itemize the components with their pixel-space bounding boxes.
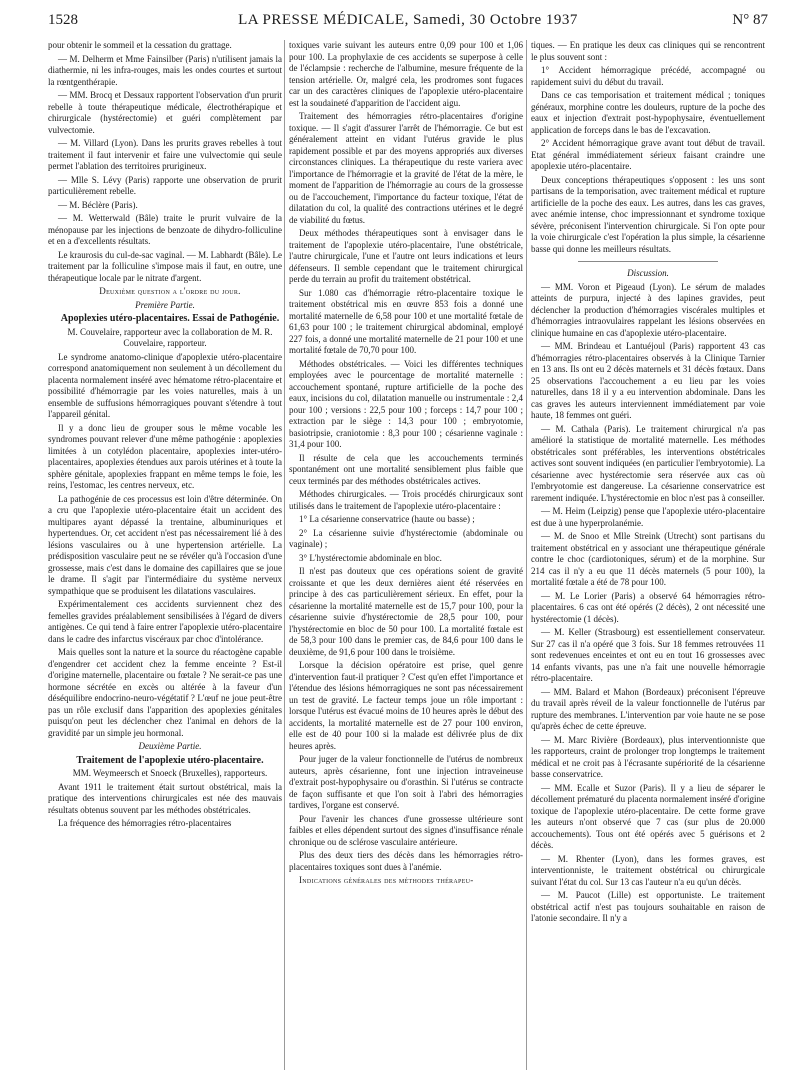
paragraph: Méthodes chirurgicales. — Trois procédés chirurgicaux sont utilisés dans le traitement de l'apoplexie utéro-placentaire : xyxy=(289,489,523,511)
page-number: 1528 xyxy=(48,12,78,28)
paragraph: — MM. Brocq et Dessaux rapportent l'observation d'un prurit rebelle à toute thérapeutique médicale, électrothérapique et chirurgicale (hystérectomie) et guéri complètement par vulvectomie. xyxy=(48,90,282,135)
paragraph: — MM. Voron et Pigeaud (Lyon). Le sérum de malades atteints de purpura, injecté à des lapines gravides, peut déclencher la production d'hémorragies viscérales multiples et d'hémorragies intraovulaires rappelant les lésions observées en clinique humaine en cas d'apoplexie utéro-placentaire. xyxy=(531,281,765,338)
column-rule xyxy=(526,40,527,1070)
paragraph: — M. Marc Rivière (Bordeaux), plus interventionniste que les rapporteurs, craint de prolonger trop longtemps le traitement médical et ne croit pas à l'écrasante supériorité de la césarienne basse conservatrice. xyxy=(531,734,765,779)
paragraph: Indications générales des méthodes thérapeu- xyxy=(299,875,474,885)
paragraph: Sur 1.080 cas d'hémorragie rétro-placentaire toxique le traitement obstétrical mis en œuvre 853 fois a donné une mortalité maternelle de 6,58 pour 100 et une mortalité fœtale de 61,63 pour 100 ; le traitement chirurgical abdominal, employé 227 fois, a donné une mortalité maternelle de 21 pour 100 et une mortalité fœtale de 70,70 pour 100. xyxy=(289,287,523,355)
page-header xyxy=(48,12,768,34)
paragraph: — M. Keller (Strasbourg) est essentiellement conservateur. Sur 27 cas il n'a opéré que 3 fois. Sur 18 femmes retrouvées 11 sont redevenues enceintes et ont eu en tout 16 grossesses avec 14 enfants vivants, pas une n'a fait une nouvelle hémorragie rétro-placentaire. xyxy=(531,627,765,683)
paragraph: — M. Villard (Lyon). Dans les prurits graves rebelles à tout traitement il faut intervenir et faire une vulvectomie qui seule permet l'ablation des territoires prurigineux. xyxy=(48,138,282,171)
paragraph: — M. Delherm et Mme Fainsilber (Paris) n'utilisent jamais la diathermie, ni les infra-rouges, mais les ondes courtes et surtout la rœntgenthérapie. xyxy=(48,53,282,87)
section-heading: Deuxième question a l'ordre du jour. xyxy=(99,286,241,296)
paragraph: pour obtenir le sommeil et la cessation du grattage. xyxy=(48,40,232,50)
paragraph: Avant 1911 le traitement était surtout obstétrical, mais la pratique des interventions chirurgicales est née des mauvais résultats obtenus souvent par les méthodes obstétricales. xyxy=(48,781,282,815)
article-authors: M. Couvelaire, rapporteur avec la collaboration de M. R. Couvelaire, rapporteur. xyxy=(67,326,273,348)
column-rule xyxy=(284,40,285,1070)
paragraph: Le syndrome anatomo-clinique d'apoplexie utéro-placentaire correspond anatomiquement non seulement à un décollement du placenta normalement inséré avec hématome rétro-placentaire et possibilité d'hémorragie par les voies naturelles, mais à un ensemble de suffusions hémorragiques pouvant s'étendre à tout l'appareil génital. xyxy=(48,351,282,419)
paragraph: Plus des deux tiers des décès dans les hémorragies rétro-placentaires toxiques sont dues à l'anémie. xyxy=(289,850,523,872)
paragraph: — M. Heim (Leipzig) pense que l'apoplexie utéro-placentaire est due à une hyperprolanémie. xyxy=(531,506,765,528)
paragraph: — Mlle S. Lévy (Paris) rapporte une observation de prurit particulièrement rebelle. xyxy=(48,174,282,196)
paragraph: 1° Accident hémorragique précédé, accompagné ou rapidement suivi du début du travail. xyxy=(531,65,765,87)
paragraph: Il y a donc lieu de grouper sous le même vocable les syndromes pouvant relever d'une même pathogénie : apoplexies limitées à un cotylédon placentaire, apoplexies inter-utéro-placentaires, apoplexies étendues aux parois utérines et à toute la sphère génitale, apoplexies frappant en même temps le foie, les reins, l'estomac, les centres nerveux, etc. xyxy=(48,422,282,490)
paragraph: La pathogénie de ces processus est loin d'être déterminée. On a cru que l'apoplexie utéro-placentaire était un accident des multipares ayant dépassé la trentaine, albuminuriques et hypertendues. Or, cet accident n'est pas nécessairement lié à des lésions vasculaires ou à une hypertension artérielle. La prédisposition vasculaire peut ne se révéler qu'à l'occasion d'une grossesse, mais c'est dans le domaine des capillaires que se joue le drame. Il s'agit par l'intermédiaire du système nerveux sympathique que se produisent les dilatations vasculaires. xyxy=(48,493,282,596)
paragraph: Deux conceptions thérapeutiques s'opposent : les uns sont partisans de la temporisation, avec traitement médical et rupture artificielle de la poche des eaux. Les autres, dans les cas graves, avec anémie intense, choc impressionnant et syndrome toxique sévère, préconisent l'intervention chirurgicale. Si l'on opte pour la voie chirurgicale c'est l'opération la plus simple, la césarienne basse qui donne les meilleurs résultats. xyxy=(531,174,765,254)
column-middle xyxy=(289,40,523,1070)
paragraph: tiques. — En pratique les deux cas cliniques qui se rencontrent le plus souvent sont : xyxy=(531,40,765,62)
paragraph: La fréquence des hémorragies rétro-placentaires xyxy=(58,818,232,828)
list-item: 2° La césarienne suivie d'hystérectomie (abdominale ou vaginale) ; xyxy=(289,527,523,549)
discussion-heading: Discussion. xyxy=(627,268,669,278)
part-heading: Deuxième Partie. xyxy=(138,741,202,751)
list-item: 3° L'hystérectomie abdominale en bloc. xyxy=(299,552,442,563)
paragraph: Pour l'avenir les chances d'une grossesse ultérieure sont faibles et elles dépendent surtout des signes d'insuffisance rénale chronique ou de sclérose vasculaire antérieure. xyxy=(289,813,523,847)
paragraph: 2° Accident hémorragique grave avant tout début de travail. Etat général immédiatement sérieux faisant craindre une apoplexie utéro-placentaire. xyxy=(531,138,765,171)
article-title: Apoplexies utéro-placentaires. Essai de Pathogénie. xyxy=(60,313,280,324)
column-left xyxy=(48,40,282,1070)
paragraph: Mais quelles sont la nature et la source du réactogène capable d'engendrer cet accident chez la femme enceinte ? Est-il d'origine maternelle, placentaire ou fœtale ? Ne serait-ce pas une hormone sécrétée en excès ou altérée à la faveur d'un déséquilibre endocrino-neuro-végétatif ? L'œuf ne joue peut-être pas un rôle exclusif dans l'apparition des apoplexies génitales puisqu'on peut les déclencher chez l'animal en dehors de la gravidité par un simple jeu hormonal. xyxy=(48,647,282,738)
paragraph: Expérimentalement ces accidents surviennent chez des femelles gravides préalablement sensibilisées à l'égard de divers antigènes. Ce qui tend à faire entrer l'apoplexie utéro-placentaire dans le cadre des infarctus viscéraux par choc d'intolérance. xyxy=(48,599,282,644)
paragraph: Lorsque la décision opératoire est prise, quel genre d'intervention faut-il pratiquer ? C'est qu'en effet l'importance et l'étendue des lésions hémorragiques ne sont pas nécessairement un test de gravité. Le facteur temps joue un rôle important : lorsque l'utérus est évacué moins de 10 heures après le début des accidents, la mortalité maternelle est de 27 pour 100 environ, elle est de 40 pour 100 si la malade est délivrée plus de dix heures après. xyxy=(289,660,523,751)
issue-number: N° 87 xyxy=(732,12,768,28)
paragraph: Il n'est pas douteux que ces opérations soient de gravité croissante et que les deux dernières aient été réservées en principe à des cas particulièrement sérieux. En effet, pour la césarienne la mortalité maternelle est de 15,7 pour 100, pour la césarienne suivie d'hystérectomie de 28,5 pour 100, pour l'hystérectomie en bloc de 50 pour 100. La mortalité fœtale est de 58,3 pour 100 dans le premier cas, de 84,6 pour 100 dans le deuxième, de 91,6 pour 100 dans le troisième. xyxy=(289,566,523,657)
part-heading: Première Partie. xyxy=(135,299,195,310)
paragraph: — M. Rhenter (Lyon), dans les formes graves, est interventionniste, le traitement obstétrical ou chirurgicale suivant l'état du col. Sur 13 cas l'auteur n'a eu qu'un décès. xyxy=(531,853,765,887)
paragraph: Dans ce cas temporisation et traitement médical ; toniques généraux, morphine contre les douleurs, rupture de la poche des eaux et injection d'extrait post-hypophysaire, éventuellement application de forceps dans le bas de l'excavation. xyxy=(531,90,765,135)
paragraph: — M. Cathala (Paris). Le traitement chirurgical n'a pas amélioré la statistique de mortalité maternelle. Les méthodes obstétricales sont préférables, les interventions obstétricales actives sont souvent indiquées (en particulier l'embryotomie). La césarienne avec hystérectomie sera réservée aux cas où l'embryotomie est dangereuse. La césarienne conservatrice est rarement indiquée. L'hystérectomie en bloc n'est pas à conseiller. xyxy=(531,423,765,503)
paragraph: Deux méthodes thérapeutiques sont à envisager dans le traitement de l'apoplexie utéro-placentaire, l'une obstétricale, l'autre chirurgicale, l'une et l'autre ont leurs indications et leurs défenseurs. Il semble cependant que le traitement chirurgical perde du terrain au profit du traitement obstétrical. xyxy=(289,228,523,284)
journal-title: LA PRESSE MÉDICALE, Samedi, 30 Octobre 1937 xyxy=(238,12,578,28)
paragraph: Le kraurosis du cul-de-sac vaginal. — M. Labhardt (Bâle). Le traitement par la folliculine s'impose mais il faut, en outre, une thérapeutique locale par le nitrate d'argent. xyxy=(48,249,282,283)
article-title: Traitement de l'apoplexie utéro-placentaire. xyxy=(76,754,264,766)
paragraph: — MM. Balard et Mahon (Bordeaux) préconisent l'épreuve du travail après réveil de la valeur fonctionnelle de l'utérus par rupture des membranes. L'intervention par voie haute ne se pose qu'après échec de cette épreuve. xyxy=(531,686,765,731)
paragraph: Pour juger de la valeur fonctionnelle de l'utérus de nombreux auteurs, après césarienne, font une injection intraveineuse d'extrait post-hypophysaire ou d'orasthin. Si l'utérus se contracte de façon suffisante et que l'on soit à l'abri des hémorragies tardives, l'organe est conservé. xyxy=(289,754,523,810)
paragraph: — M. Wetterwald (Bâle) traite le prurit vulvaire de la ménopause par les injections de benzoate de dihydro-folliculine et en a d'excellents résultats. xyxy=(48,213,282,246)
paragraph: Traitement des hémorragies rétro-placentaires d'origine toxique. — Il s'agit d'assurer l'arrêt de l'hémorragie. Ce but est généralement atteint en vidant l'utérus gravide le plus rapidement possible et par des moyens appropriés aux diverses circonstances cliniques. La thérapeutique du reste variera avec l'importance de l'hémorragie et la gravité de l'état de la mère, le moment de l'apparition de l'hémorragie au cours de la grossesse ou de l'accouchement, l'importance du facteur toxique, l'état de dilatation du col, la qualité des contractions utérines et le degré de viabilité du fœtus. xyxy=(289,111,523,225)
paragraph: Méthodes obstétricales. — Voici les différentes techniques employées avec le pourcentage de mortalité maternelle : accouchement spontané, rupture artificielle de la poche des eaux, incisions du col, dilatation manuelle ou instrumentale : 2,4 pour 100 ; versions : 22,5 pour 100 ; forceps : 14,7 pour 100 ; extraction par le siège : 14,3 pour 100 ; embryotomie, basiotripsie, craniotomie : 8,3 pour 100 ; césarienne vaginale : 31,4 pour 100. xyxy=(289,358,523,449)
article-authors: MM. Weymeersch et Snoeck (Bruxelles), rapporteurs. xyxy=(72,768,268,778)
paragraph: — MM. Brindeau et Lantuéjoul (Paris) rapportent 43 cas d'hémorragies rétro-placentaires observés à la Clinique Tarnier en 13 ans. Ils ont eu 2 décès maternels et 31 décès fœtaux. Dans 25 observations l'accouchement a eu lieu par les voies naturelles, dans 18 il y a eu intervention abdominale. Dans les cas graves les auteurs interviennent immédiatement par voie haute, 18 femmes ont guéri. xyxy=(531,341,765,420)
paragraph: — M. Le Lorier (Paris) a observé 64 hémorragies rétro-placentaires. 6 cas ont été opérés (2 décès), 2 ont nécessité une hystérectomie (1 décès). xyxy=(531,590,765,624)
paragraph: — MM. Ecalle et Suzor (Paris). Il y a lieu de séparer le décollement prématuré du placenta normalement inséré d'origine toxique de l'apoplexie utéro-placentaire. De cette forme grave les auteurs n'ont observé que 7 cas (sur plus de 20.000 accouchements). Tous ont été opérés avec 5 guérisons et 2 décès. xyxy=(531,782,765,850)
column-right xyxy=(531,40,765,1070)
paragraph: — M. Paucot (Lille) est opportuniste. Le traitement obstétrical actif n'est pas toujours souhaitable en raison de l'atonie secondaire. Il n'y a xyxy=(531,890,765,923)
paragraph: — M. de Snoo et Mlle Streink (Utrecht) sont partisans du traitement obstétrical en y associant une thérapeutique générale contre le choc (cardiotoniques, sérum) et de la morphine. Sur 214 cas il n'y a eu que 11 décès maternels (5 pour 100), la mortalité fœtale a été de 78 pour 100. xyxy=(531,531,765,587)
list-item: 1° La césarienne conservatrice (haute ou basse) ; xyxy=(299,514,475,524)
paragraph: Il résulte de cela que les accouchements terminés spontanément ont une mortalité sensiblement plus faible que ceux terminés par des méthodes obstétricales actives. xyxy=(289,452,523,486)
paragraph: toxiques varie suivant les auteurs entre 0,09 pour 100 et 1,06 pour 100. La prophylaxie de ces accidents se superpose à celle de l'éclampsie : recherche de l'albumine, mesure fréquente de la tension artérielle. Or, malgré cela, les prodromes sont fugaces car un des caractères cliniques de l'apoplexie utéro-placentaire est la soudaineté d'apparition de l'accident aigu. xyxy=(289,40,523,108)
paragraph: — M. Béclère (Paris). xyxy=(58,199,138,210)
divider xyxy=(578,261,718,262)
